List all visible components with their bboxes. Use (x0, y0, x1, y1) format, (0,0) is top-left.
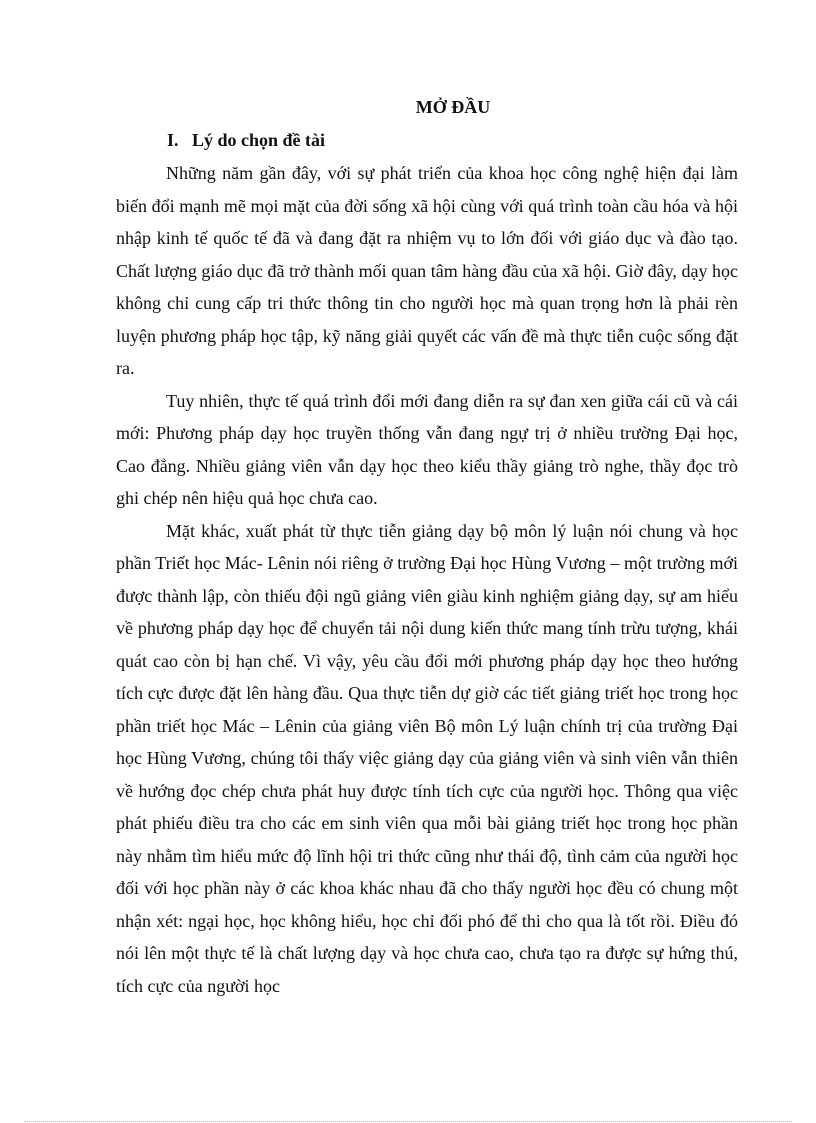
paragraph-3: Mặt khác, xuất phát từ thực tiễn giảng dạy bộ môn lý luận nói chung và học phần Triết học Mác- Lênin nói riêng ở trường Đại học Hùng Vương – một trường mới được thành lập, còn thiếu đội ngũ giảng viên giàu kinh nghiệm giảng dạy, sự am hiểu về phương pháp dạy học để chuyển tải nội dung kiến thức mang tính trừu tượng, khái quát cao còn bị hạn chế. Vì vậy, yêu cầu đổi mới phương pháp dạy học theo hướng tích cực được đặt lên hàng đầu. Qua thực tiễn dự giờ các tiết giảng triết học trong học phần triết học Mác – Lênin của giảng viên Bộ môn Lý luận chính trị của trường Đại học Hùng Vương, chúng tôi thấy việc giảng dạy của giảng viên và sinh viên vẫn thiên về hướng đọc chép chưa phát huy được tính tích cực của người học. Thông qua việc phát phiếu điều tra cho các em sinh viên qua mỗi bài giảng triết học trong học phần này nhằm tìm hiểu mức độ lĩnh hội tri thức cũng như thái độ, tình cảm của người học đối với học phần này ở các khoa khác nhau đã cho thấy người học đều có chung một nhận xét: ngại học, học không hiểu, học chỉ đối phó để thi cho qua là tốt rồi. Điều đó nói lên một thực tế là chất lượng dạy và học chưa cao, chưa tạo ra được sự hứng thú, tích cực của người học (116, 520, 738, 996)
paragraph-1: Những năm gần đây, với sự phát triển của khoa học công nghệ hiện đại làm biến đổi mạnh mẽ mọi mặt của đời sống xã hội cùng với quá trình toàn cầu hóa và hội nhập kinh tế quốc tế đã và đang đặt ra nhiệm vụ to lớn đối với giáo dục và đào tạo. Chất lượng giáo dục đã trở thành mối quan tâm hàng đầu của xã hội. Giờ đây, dạy học không chỉ cung cấp tri thức thông tin cho người học mà quan trọng hơn là phải rèn luyện phương pháp học tập, kỹ năng giải quyết các vấn đề mà thực tiễn cuộc sống đặt ra. (116, 163, 738, 378)
body-text (116, 157, 738, 1002)
section-title: Lý do chọn đề tài (192, 130, 326, 150)
document-title: MỞ ĐẦU (415, 97, 491, 117)
section-number: I. (167, 130, 179, 150)
page-bottom-border (24, 1121, 792, 1122)
section-heading (167, 128, 325, 152)
paragraph-2: Tuy nhiên, thực tế quá trình đổi mới đang diễn ra sự đan xen giữa cái cũ và cái mới: Phương pháp dạy học truyền thống vẫn đang ngự trị ở nhiều trường Đại học, Cao đẳng. Nhiều giảng viên vẫn dạy học theo kiểu thầy giảng trò nghe, thầy đọc trò ghi chép nên hiệu quả học chưa cao. (116, 390, 738, 508)
